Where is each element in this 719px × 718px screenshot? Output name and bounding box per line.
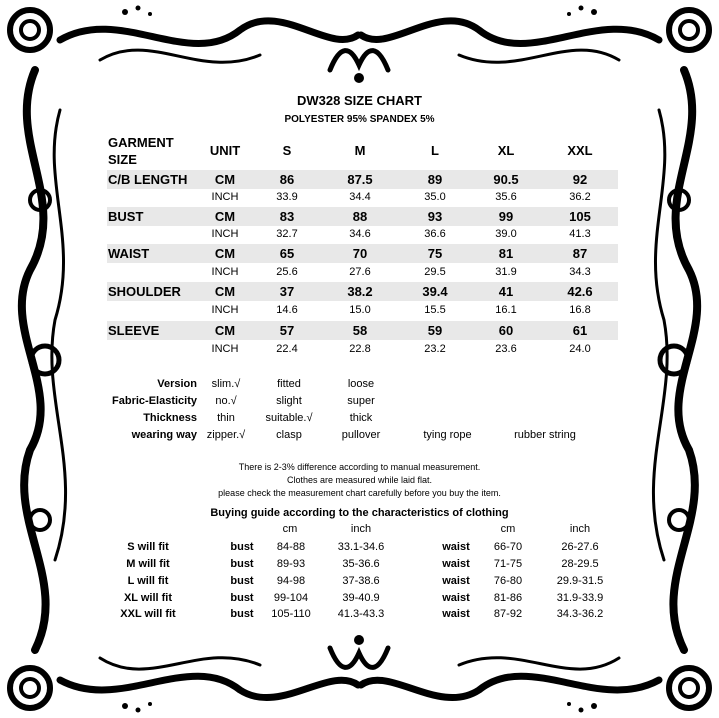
property-option: slight	[276, 395, 302, 407]
unit-inch: INCH	[211, 304, 239, 316]
guide-size: XL will fit	[123, 592, 173, 604]
guide-measure: waist	[442, 608, 470, 620]
guide-cm: 99-104	[273, 592, 309, 604]
guide-inch: 39-40.9	[342, 592, 380, 604]
table-cell: 32.7	[276, 228, 298, 240]
table-cell: 75	[427, 246, 443, 261]
unit-cm: CM	[214, 209, 236, 224]
table-cell: 89	[427, 172, 443, 187]
row-label: SHOULDER	[108, 284, 181, 299]
table-cell: 15.5	[424, 304, 446, 316]
property-option: fitted	[277, 378, 301, 390]
property-label: wearing way	[131, 429, 197, 441]
unit-cm: CM	[214, 172, 236, 187]
guide-cm: 76-80	[493, 575, 523, 587]
guide-header-cm: cm	[282, 523, 298, 535]
guide-cm: 81-86	[493, 592, 523, 604]
unit-cm: CM	[214, 323, 236, 338]
unit-cm: CM	[214, 246, 236, 261]
guide-inch: 34.3-36.2	[556, 608, 604, 620]
guide-header-inch: inch	[350, 523, 372, 535]
table-cell: 65	[279, 246, 295, 261]
buying-guide-title: Buying guide according to the characteristics of clothing	[210, 507, 509, 519]
table-cell: 22.8	[349, 343, 371, 355]
property-option: super	[347, 395, 375, 407]
guide-measure: waist	[442, 541, 470, 553]
guide-header-cm: cm	[500, 523, 516, 535]
guide-size: L will fit	[127, 575, 169, 587]
note-line: please check the measurement chart carefully before you buy the item.	[218, 488, 501, 498]
guide-inch: 29.9-31.5	[556, 575, 604, 587]
property-option: clasp	[276, 429, 302, 441]
note-line: There is 2-3% difference according to manual measurement.	[238, 462, 481, 472]
property-option: thin	[217, 412, 235, 424]
guide-measure: bust	[230, 575, 254, 587]
guide-measure: bust	[230, 541, 254, 553]
table-cell: 70	[352, 246, 368, 261]
row-label: WAIST	[108, 246, 150, 261]
table-cell: 87	[572, 246, 588, 261]
guide-cm: 71-75	[493, 558, 523, 570]
page-title: DW328 SIZE CHART	[297, 93, 422, 108]
property-option: tying rope	[423, 429, 472, 441]
table-cell: 35.6	[495, 191, 517, 203]
header-size: S	[282, 143, 292, 158]
table-cell: 39.0	[495, 228, 517, 240]
table-cell: 31.9	[495, 266, 517, 278]
table-cell: 87.5	[347, 172, 373, 187]
header-size: L	[431, 143, 439, 158]
table-cell: 34.3	[569, 266, 591, 278]
table-cell: 105	[569, 209, 591, 224]
guide-measure: bust	[230, 608, 254, 620]
row-label: BUST	[108, 209, 144, 224]
guide-cm: 84-88	[276, 541, 306, 553]
property-option: thick	[349, 412, 373, 424]
property-option: slim.√	[211, 378, 241, 390]
table-cell: 59	[427, 323, 443, 338]
row-label: SLEEVE	[108, 323, 160, 338]
table-cell: 39.4	[422, 284, 448, 299]
unit-inch: INCH	[211, 191, 239, 203]
header-size: M	[354, 143, 366, 158]
table-cell: 60	[498, 323, 514, 338]
table-cell: 29.5	[424, 266, 446, 278]
guide-cm: 94-98	[276, 575, 306, 587]
table-cell: 34.4	[349, 191, 371, 203]
guide-cm: 87-92	[493, 608, 523, 620]
guide-inch: 28-29.5	[561, 558, 599, 570]
table-cell: 25.6	[276, 266, 298, 278]
guide-inch: 41.3-43.3	[337, 608, 385, 620]
table-cell: 58	[352, 323, 368, 338]
header-unit: UNIT	[209, 143, 241, 158]
guide-inch: 31.9-33.9	[556, 592, 604, 604]
guide-cm: 105-110	[271, 608, 311, 620]
property-label: Fabric-Elasticity	[112, 395, 197, 407]
unit-inch: INCH	[211, 266, 239, 278]
guide-size: XXL will fit	[120, 608, 176, 620]
guide-header-inch: inch	[569, 523, 591, 535]
property-label: Thickness	[143, 412, 197, 424]
guide-measure: waist	[442, 558, 470, 570]
unit-inch: INCH	[211, 343, 239, 355]
table-cell: 81	[498, 246, 514, 261]
note-line: Clothes are measured while laid flat.	[286, 475, 433, 485]
table-cell: 92	[572, 172, 588, 187]
property-option: zipper.√	[206, 429, 246, 441]
guide-inch: 26-27.6	[561, 541, 599, 553]
table-cell: 37	[279, 284, 295, 299]
table-cell: 88	[352, 209, 368, 224]
table-cell: 93	[427, 209, 443, 224]
guide-cm: 66-70	[493, 541, 523, 553]
table-cell: 38.2	[347, 284, 373, 299]
unit-cm: CM	[214, 284, 236, 299]
property-label: Version	[157, 378, 197, 390]
property-option: rubber string	[514, 429, 576, 441]
header-size: XL	[497, 143, 515, 158]
guide-inch: 35-36.6	[342, 558, 380, 570]
table-cell: 23.2	[424, 343, 446, 355]
property-option: suitable.√	[265, 412, 313, 424]
table-cell: 86	[279, 172, 295, 187]
property-option: loose	[347, 378, 375, 390]
table-cell: 24.0	[569, 343, 591, 355]
table-cell: 35.0	[424, 191, 446, 203]
table-cell: 57	[279, 323, 295, 338]
property-option: pullover	[341, 429, 381, 441]
table-cell: 27.6	[349, 266, 371, 278]
table-cell: 36.2	[569, 191, 591, 203]
guide-measure: waist	[442, 575, 470, 587]
guide-size: S will fit	[127, 541, 169, 553]
guide-cm: 89-93	[276, 558, 306, 570]
table-cell: 42.6	[567, 284, 593, 299]
guide-inch: 37-38.6	[342, 575, 380, 587]
table-cell: 14.6	[276, 304, 298, 316]
row-label: C/B LENGTH	[108, 172, 188, 187]
table-cell: 23.6	[495, 343, 517, 355]
header-garment-size: GARMENT SIZE	[108, 135, 174, 167]
table-cell: 16.8	[569, 304, 591, 316]
guide-measure: waist	[442, 592, 470, 604]
table-cell: 15.0	[349, 304, 371, 316]
fabric-composition: POLYESTER 95% SPANDEX 5%	[284, 114, 435, 125]
table-cell: 33.9	[276, 191, 298, 203]
guide-measure: bust	[230, 592, 254, 604]
unit-inch: INCH	[211, 228, 239, 240]
table-cell: 83	[279, 209, 295, 224]
table-cell: 34.6	[349, 228, 371, 240]
guide-size: M will fit	[126, 558, 170, 570]
table-cell: 36.6	[424, 228, 446, 240]
table-cell: 99	[498, 209, 514, 224]
table-cell: 41.3	[569, 228, 591, 240]
table-cell: 61	[572, 323, 588, 338]
table-cell: 22.4	[276, 343, 298, 355]
guide-measure: bust	[230, 558, 254, 570]
table-cell: 90.5	[493, 172, 519, 187]
table-cell: 41	[498, 284, 514, 299]
guide-inch: 33.1-34.6	[337, 541, 385, 553]
property-option: no.√	[215, 395, 237, 407]
table-cell: 16.1	[495, 304, 517, 316]
header-size: XXL	[567, 143, 593, 158]
